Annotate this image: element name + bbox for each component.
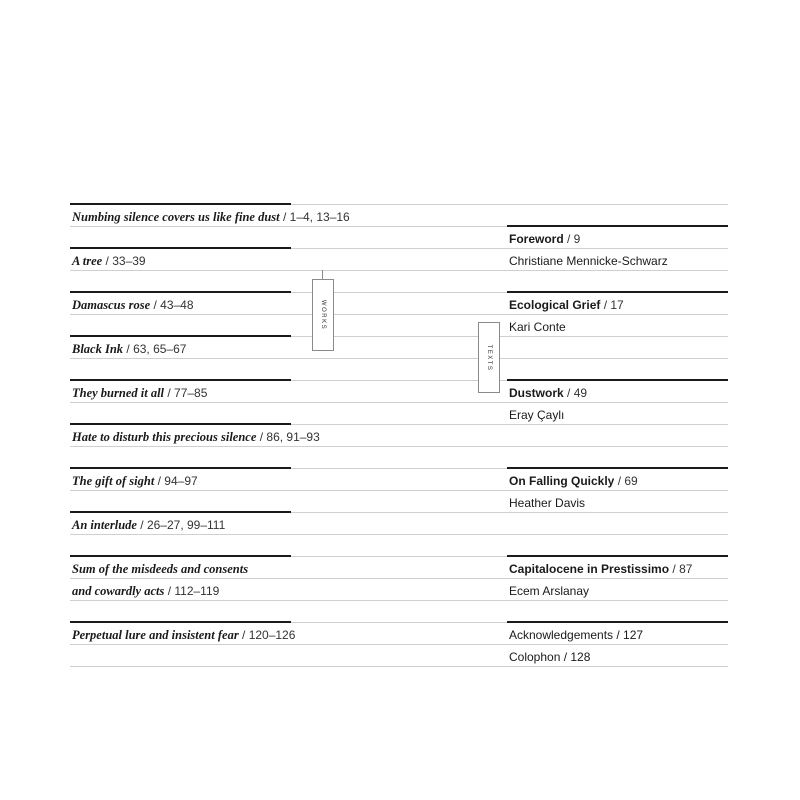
text-author: Ecem Arslanay [509,584,590,598]
work-item[interactable]: Black Ink / 63, 65–67 [72,342,187,356]
text-author: Heather Davis [509,496,586,510]
work-item[interactable]: An interlude / 26–27, 99–111 [72,518,226,532]
work-item[interactable]: Sum of the misdeeds and consents [72,562,249,576]
work-item[interactable]: Perpetual lure and insistent fear / 120–126 [72,628,296,642]
work-item[interactable]: Hate to disturb this precious silence / 86, 91–93 [72,430,320,444]
work-item[interactable]: Numbing silence covers us like fine dust / 1–4, 13–16 [72,210,350,224]
work-item[interactable]: and cowardly acts / 112–119 [72,584,220,598]
acknowledgements-item[interactable]: Acknowledgements / 127 [509,628,644,642]
work-item[interactable]: They burned it all / 77–85 [72,386,208,400]
text-item[interactable]: Foreword / 9 [509,232,581,246]
text-author: Kari Conte [509,320,566,334]
text-author: Eray Çaylı [509,408,565,422]
text-item[interactable]: Ecological Grief / 17 [509,298,624,312]
text-item[interactable]: Capitalocene in Prestissimo / 87 [509,562,693,576]
work-item[interactable]: Damascus rose / 43–48 [72,298,194,312]
work-item[interactable]: The gift of sight / 94–97 [72,474,198,488]
colophon-item[interactable]: Colophon / 128 [509,650,591,664]
text-item[interactable]: Dustwork / 49 [509,386,588,400]
text-item[interactable]: On Falling Quickly / 69 [509,474,638,488]
works-label: WORKS [312,279,334,351]
work-item[interactable]: A tree / 33–39 [72,254,146,268]
text-author: Christiane Mennicke-Schwarz [509,254,668,268]
texts-label: TEXTS [478,322,500,393]
